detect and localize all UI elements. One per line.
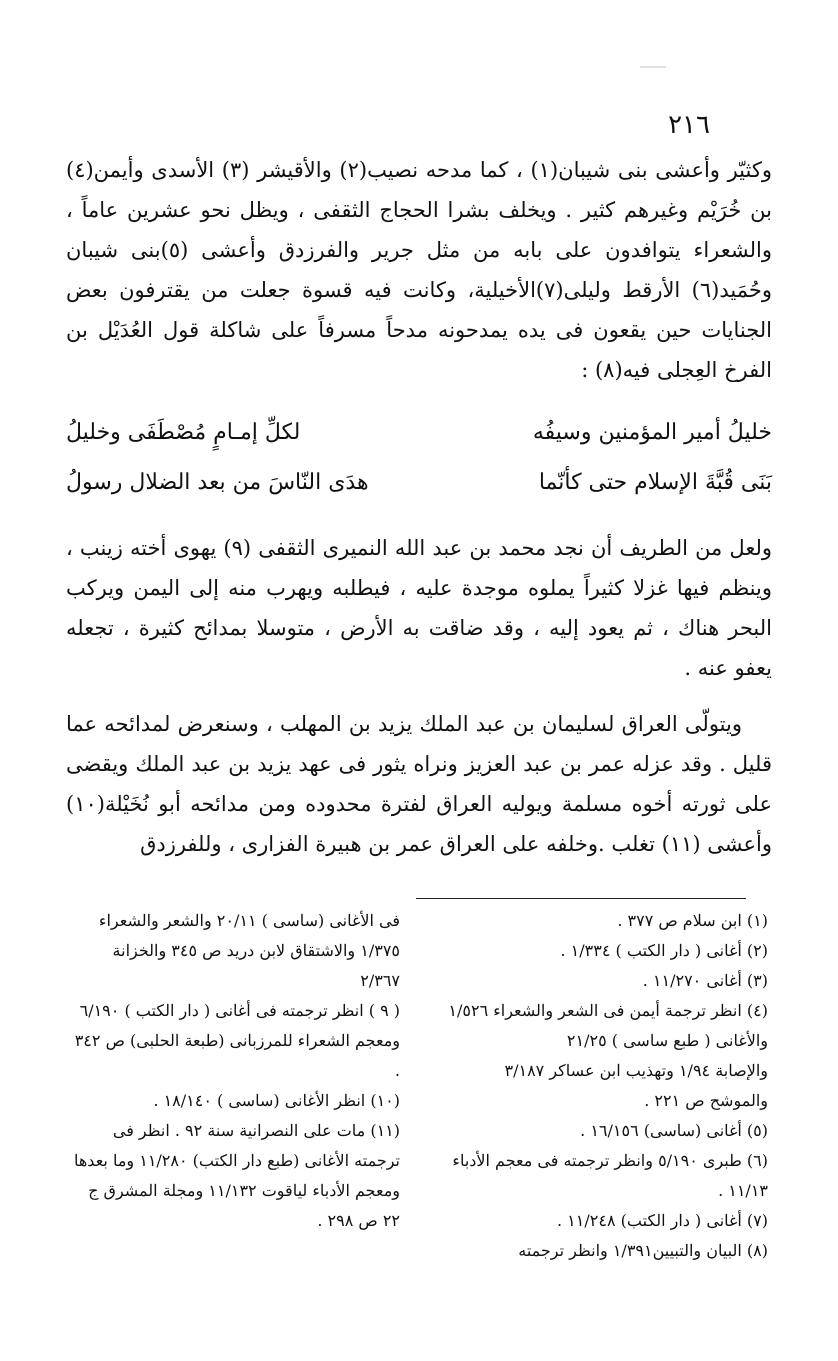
footnote: (٨) البيان والتبيين١/٣٩١ وانظر ترجمته — [518, 1241, 768, 1260]
footnote: (٧) أغانى ( دار الكتب) ١١/٢٤٨ . — [557, 1211, 768, 1230]
footnote: فى الأغانى (ساسى ) ٢٠/١١ والشعر والشعراء ١/٣٧٥ والاشتقاق لابن دريد ص ٣٤٥ والخزانة ٢/٣٦٧ — [98, 911, 400, 990]
footnote: (٥) أغانى (ساسى) ١٦/١٥٦ . — [580, 1121, 768, 1140]
footnote: (٦) طبرى ٥/١٩٠ وانظر ترجمته فى معجم الأدباء ١١/١٣ . — [452, 1151, 768, 1200]
paragraph-2: ولعل من الطريف أن نجد محمد بن عبد الله النميرى الثقفى (٩) يهوى أخته زينب ، وينظم فيها غزلا كثيراً يملوه موجدة عليه ، فيطلبه ويهرب منه إلى اليمن ويركب البحر هناك ، ثم يعود إليه ، وقد ضاقت به الأرض ، متوسلا بمدائح كثيرة ، تجعله يعفو عنه . — [66, 536, 772, 680]
scan-speck — [640, 66, 666, 68]
hemistich-right: خليلُ أمير المؤمنين وسيفُه — [532, 420, 772, 445]
footnote: (٢) أغانى ( دار الكتب ) ١/٣٣٤ . — [560, 941, 768, 960]
poem-verse-1 — [66, 408, 772, 458]
poem-verse-2 — [66, 458, 772, 508]
footnote: (١) ابن سلام ص ٣٧٧ . — [617, 911, 768, 930]
footnote-separator — [416, 898, 746, 899]
footnote: (١١) مات على النصرانية سنة ٩٢ . انظر فى ترجمته الأغانى (طبع دار الكتب) ١١/٢٨٠ وما بعدها ومعجم الأدباء لياقوت ١١/١٣٢ ومجلة المشرق ج ٢٢ ص ٢٩٨ . — [73, 1121, 400, 1230]
hemistich-right: بَنَى قُبَّةَ الإسلام حتى كأنّما — [538, 470, 772, 495]
footnote: والإصابة ١/٩٤ وتهذيب ابن عساكر ٣/١٨٧ — [504, 1061, 768, 1080]
footnotes-left-column — [70, 906, 400, 1236]
footnote: ( ٩ ) انظر ترجمته فى أغانى ( دار الكتب ) ٦/١٩٠ ومعجم الشعراء للمرزبانى (طبعة الحلبى) ص ٣٤٢ . — [74, 1001, 400, 1080]
footnotes-right-column — [418, 906, 768, 1266]
footnote: (١٠) انظر الأغانى (ساسى ) ١٨/١٤٠ . — [153, 1091, 400, 1110]
paragraph-3: ويتولّى العراق لسليمان بن عبد الملك يزيد بن المهلب ، وسنعرض لمدائحه عما قليل . وقد عزله عمر بن عبد العزيز ونراه يثور فى عهد يزيد بن عبد الملك ويقضى على ثورته أخوه مسلمة ويوليه العراق لفترة محدوده ومن مدائحه أبو نُخَيْلة(١٠) وأعشى (١١) تغلب .وخلفه على العراق عمر بن هبيرة الفزارى ، وللفرزدق — [66, 712, 772, 856]
footnote: (٤) انظر ترجمة أيمن فى الشعر والشعراء ١/٥٢٦ والأغانى ( طبع ساسى ) ٢١/٢٥ — [448, 1001, 768, 1050]
footnote: (٣) أغانى ١١/٢٧٠ . — [642, 971, 768, 990]
paragraph-1: وكثيّر وأعشى بنى شيبان(١) ، كما مدحه نصيب(٢) والأقيشر (٣) الأسدى وأيمن(٤) بن خُرَيْم وغيرهم كثير . ويخلف بشرا الحجاج الثقفى ، ويظل نحو عشرين عاماً ، والشعراء يتوافدون على بابه من مثل جرير والفرزدق وأعشى (٥)بنى شيبان وحُمَيد(٦) الأرقط وليلى(٧)الأخيلية، وكانت فيه قسوة جعلت من يقترفون بعض الجنايات حين يقعون فى يده يمدحونه مدحاً مسرفاً على شاكلة قول العُدَيْل بن الفرخ العِجلى فيه(٨) : — [66, 158, 772, 382]
hemistich-left: هدَى النّاسَ من بعد الضلال رسولُ — [66, 470, 369, 495]
page-number: ٢١٦ — [668, 110, 710, 140]
hemistich-left: لكلِّ إمـامٍ مُصْطَفَى وخليلُ — [66, 420, 301, 445]
main-text — [66, 150, 772, 864]
poem — [66, 408, 772, 508]
footnote: والموشح ص ٢٢١ . — [644, 1091, 768, 1110]
